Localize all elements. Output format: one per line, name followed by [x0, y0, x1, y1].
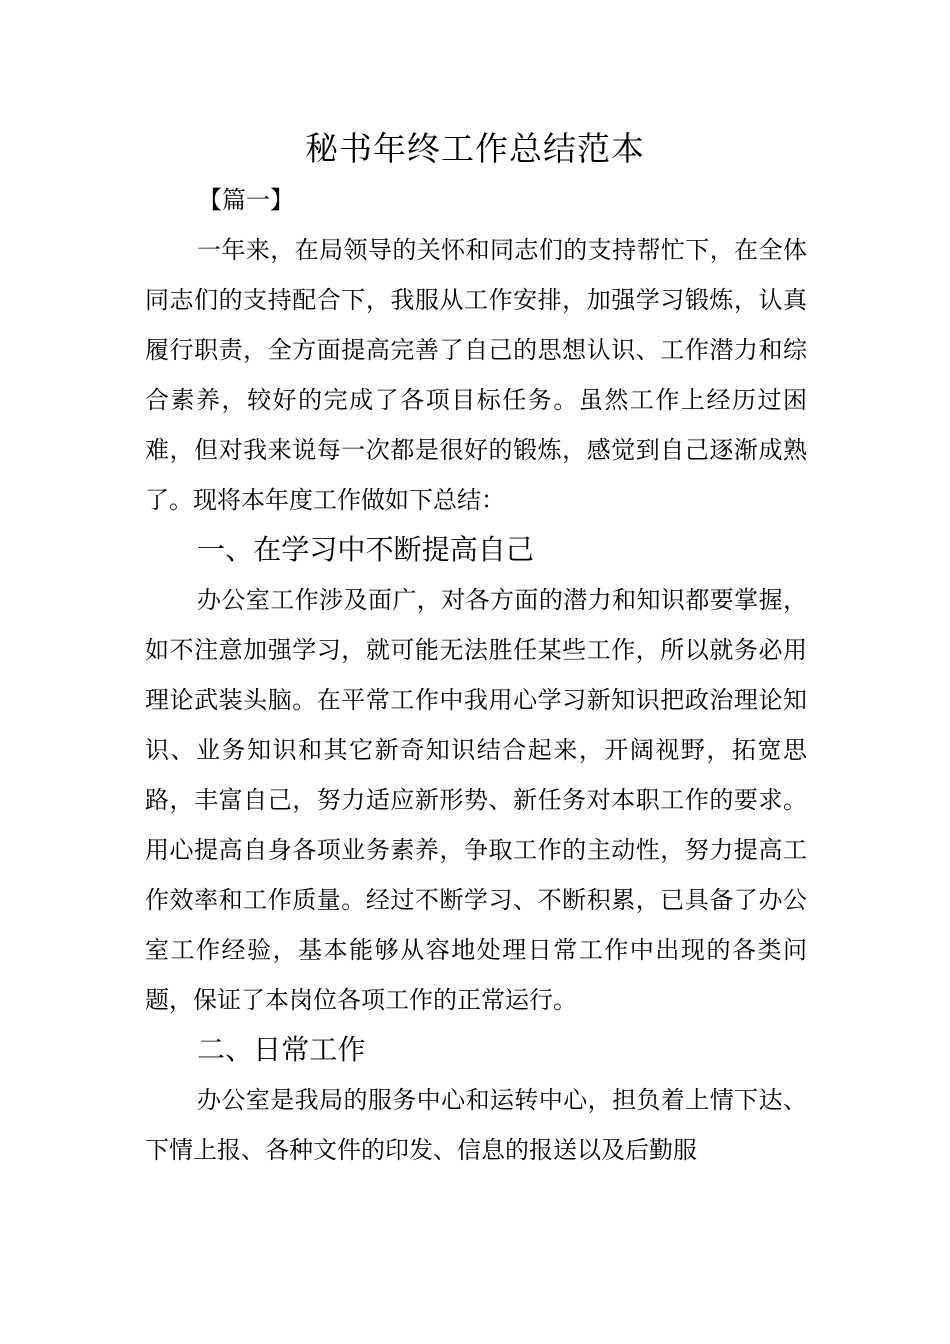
document-title: 秘书年终工作总结范本	[305, 129, 645, 168]
heading-learning: 一、在学习中不断提高自己	[197, 533, 534, 566]
paragraph-learning: 办公室工作涉及面广，对各方面的潜力和知识都要掌握，如不注意加强学习，就可能无法胜任某些工作，所以就务必用理论武装头脑。在平常工作中我用心学习新知识把政治理论知识、业务知识和其它新奇知识结合起来，开阔视野，拓宽思路，丰富自己，努力适应新形势、新任务对本职工作的要求。用心提高自身各项业务素养，争取工作的主动性，努力提高工作效率和工作质量。经过不断学习、不断积累，已具备了办公室工作经验，基本能够从容地处理日常工作中出现的各类问题，保证了本岗位各项工作的正常运行。	[145, 586, 807, 1014]
paragraph-intro: 一年来，在局领导的关怀和同志们的支持帮忙下，在全体同志们的支持配合下，我服从工作安排，加强学习锻炼，认真履行职责，全方面提高完善了自己的思想认识、工作潜力和综合素养，较好的完成了各项目标任务。虽然工作上经历过困难，但对我来说每一次都是很好的锻炼，感觉到自己逐渐成熟了。现将本年度工作做如下总结：	[145, 236, 807, 514]
section-label: 【篇一】	[198, 186, 294, 214]
document-body	[145, 225, 807, 1175]
heading-daily-work: 二、日常工作	[197, 1033, 366, 1066]
paragraph-daily-work: 办公室是我局的服务中心和运转中心，担负着上情下达、下情上报、各种文件的印发、信息的报送以及后勤服	[145, 1086, 807, 1164]
